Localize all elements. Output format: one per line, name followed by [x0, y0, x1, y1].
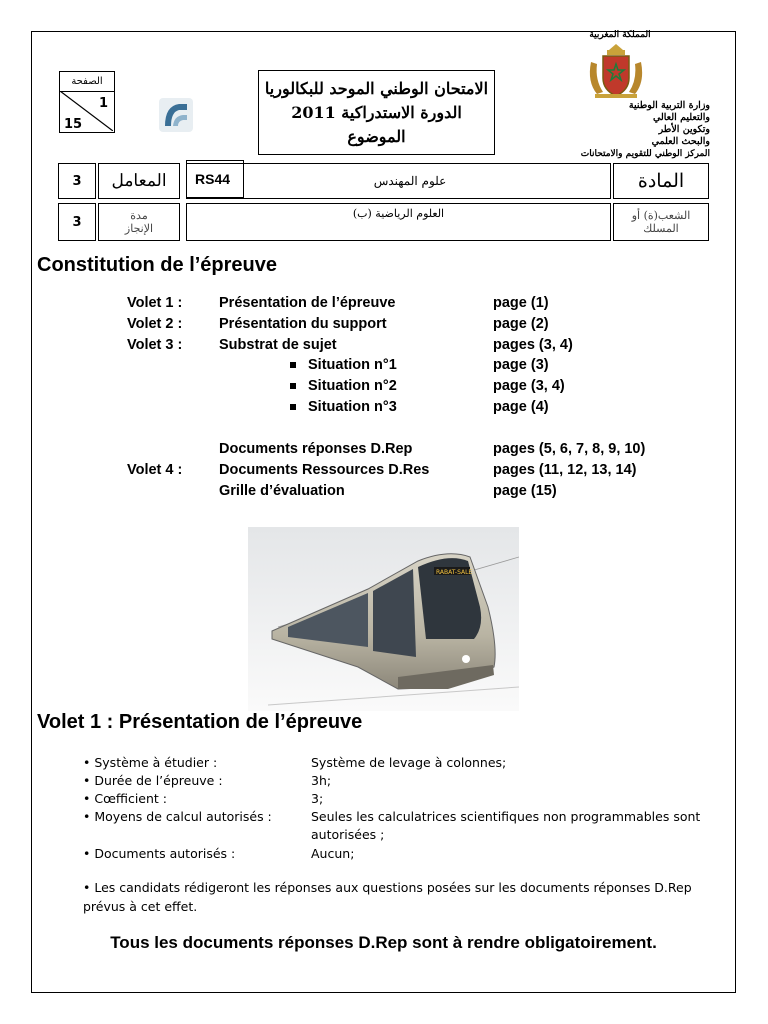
duration-value: 3	[58, 203, 96, 241]
final-instruction: Tous les documents réponses D.Rep sont à rendre obligatoirement.	[110, 933, 657, 952]
tram-image	[248, 527, 519, 711]
duration-label-1: مدة	[130, 209, 148, 222]
ministry-line-1: وزارة التربية الوطنية	[628, 100, 710, 111]
subject-name: علوم المهندس	[373, 174, 447, 188]
volet1-value: 3h;	[311, 773, 332, 788]
volet1-value: Système de levage à colonnes;	[311, 755, 507, 770]
square-bullet-icon	[290, 362, 296, 368]
volet1-value-cont: autorisées ;	[311, 827, 385, 842]
volet-label: Volet 4 :	[127, 462, 183, 478]
exam-title-box	[258, 70, 495, 155]
tram-destination-sign: RABAT-SALE	[436, 569, 473, 576]
ministry-line-4: والبحث العلمي	[651, 136, 710, 147]
branch-label	[613, 203, 709, 241]
ministry-line-5: المركز الوطني للتقويم والامتحانات	[580, 149, 710, 159]
branch-name: العلوم الرياضية (ب)	[352, 207, 445, 220]
square-bullet-icon	[290, 383, 296, 389]
situation-item: Situation n°3	[290, 399, 397, 415]
situation-page: page (4)	[493, 399, 549, 415]
volet-page: page (2)	[493, 316, 549, 332]
duration-label	[98, 203, 180, 241]
volet-item: Substrat de sujet	[219, 337, 337, 353]
kingdom-label: المملكة المغربية	[589, 30, 651, 40]
duration-label-2: الإنجاز	[124, 222, 154, 235]
doc-item: Grille d’évaluation	[219, 483, 345, 499]
cnee-logo	[157, 96, 195, 134]
ministry-block	[545, 100, 710, 160]
volet1-note-line-1: • Les candidats rédigeront les réponses aux questions posées sur les documents réponses D.Rep	[83, 880, 692, 895]
coef-label: المعامل	[98, 163, 180, 199]
volet1-value: Seules les calculatrices scientifiques non programmables sont	[311, 809, 701, 824]
branch-cell	[186, 203, 611, 241]
ministry-line-2: والتعليم العالي	[652, 112, 710, 123]
exam-title-line-2: الدورة الاستدراكية 2011	[291, 103, 462, 122]
volet-page: page (1)	[493, 295, 549, 311]
doc-page: page (15)	[493, 483, 557, 499]
subject-label: المادة	[613, 163, 709, 199]
volet1-value: Aucun;	[311, 846, 355, 861]
volet-label: Volet 3 :	[127, 337, 183, 353]
doc-page: pages (5, 6, 7, 8, 9, 10)	[493, 441, 646, 457]
constitution-title: Constitution de l’épreuve	[37, 254, 278, 276]
subject-code: RS44	[186, 160, 244, 198]
volet1-label: • Durée de l’épreuve :	[83, 773, 223, 788]
situation-item: Situation n°2	[290, 378, 397, 394]
page-number-box	[59, 71, 115, 133]
branch-label-2: المسلك	[643, 222, 679, 235]
branch-label-1: الشعب(ة) أو	[631, 209, 691, 222]
volet1-title: Volet 1 : Présentation de l’épreuve	[37, 711, 363, 733]
coat-of-arms-icon	[583, 42, 649, 100]
exam-title-line-1: الامتحان الوطني الموحد للبكالوريا	[264, 79, 489, 98]
volet-label: Volet 1 :	[127, 295, 183, 311]
doc-page: pages (11, 12, 13, 14)	[493, 462, 637, 478]
situation-page: page (3, 4)	[493, 378, 565, 394]
volet1-label: • Documents autorisés :	[83, 846, 236, 861]
volet1-label: • Système à étudier :	[83, 755, 218, 770]
exam-title-line-3: الموضوع	[347, 127, 406, 146]
ministry-line-3: وتكوين الأطر	[658, 124, 710, 135]
page-label: الصفحة	[60, 72, 114, 92]
volet1-note-line-2: prévus à cet effet.	[83, 899, 198, 914]
volet-item: Présentation de l’épreuve	[219, 295, 396, 311]
situation-item: Situation n°1	[290, 357, 397, 373]
volet1-value: 3;	[311, 791, 324, 806]
volet-label: Volet 2 :	[127, 316, 183, 332]
volet-item: Présentation du support	[219, 316, 387, 332]
doc-item: Documents Ressources D.Res	[219, 462, 430, 478]
volet-page: pages (3, 4)	[493, 337, 573, 353]
coef-value: 3	[58, 163, 96, 199]
square-bullet-icon	[290, 404, 296, 410]
page-total: 15	[64, 117, 83, 132]
page-current: 1	[98, 96, 108, 111]
doc-item: Documents réponses D.Rep	[219, 441, 413, 457]
volet1-label: • Moyens de calcul autorisés :	[83, 809, 272, 824]
volet1-label: • Cœfficient :	[83, 791, 167, 806]
situation-page: page (3)	[493, 357, 549, 373]
